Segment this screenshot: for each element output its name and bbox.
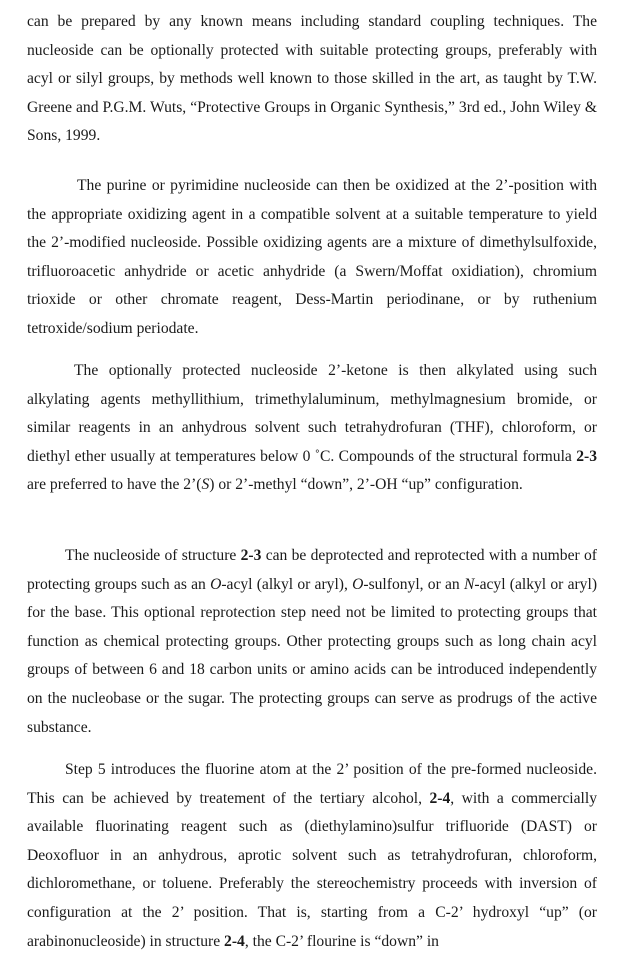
italic-o: O <box>210 575 222 593</box>
compound-ref-2-3: 2-3 <box>240 547 262 564</box>
paragraph-2 <box>27 172 597 344</box>
paragraph-1-text: can be prepared by any known means including standard coupling techniques. The nucleoside can be optionally protected with suitable protecting groups, preferably with acyl or silyl groups, by methods well known to those skilled in the art, as taught by T.W. Greene and P.G.M. Wuts, “Protective Groups in Organic Synthesis,” 3rd ed., John Wiley & Sons, 1999. <box>27 13 597 145</box>
compound-ref-2-4: 2-4 <box>224 932 245 950</box>
paragraph-5-text-b: , with a commercially available fluorinating reagent such as (diethylamino)sulfur trifluoride (DAST) or Deoxofluor in an anhydrous, aprotic solvent such as tetrahydrofuran, chloroform, dichloromethane, or toluene. Preferably the stereochemistry proceeds with inversion of configuration at the 2’ position. That is, starting from a C-2’ hydroxyl “up” (or arabinonucleoside) in structure <box>27 789 597 950</box>
paragraph-3 <box>27 357 597 500</box>
stereo-descriptor-s: S <box>201 476 210 494</box>
paragraph-4-text-e: -acyl (alkyl or aryl) for the base. This optional reprotection step need not be limited to protecting groups that function as chemical protecting groups. Other protecting groups such as long chain acyl groups of between 6 and 18 carbon units or amino acids can be introduced independently on the nucleobase or the sugar. The protecting groups can serve as prodrugs of the active substance. <box>27 575 598 736</box>
paragraph-3-text-a: The optionally protected nucleoside 2’-ketone is then alkylated using such alkylating agents methyllithium, trimethylaluminum, methylmagnesium bromide, or similar reagents in an anhydrous solvent such tetrahydrofuran (THF), chloroform, or diethyl ether usually at temperatures below 0 ˚C. Compounds of the structural formula <box>27 362 597 465</box>
italic-n: N <box>463 575 475 593</box>
paragraph-5 <box>27 756 597 956</box>
italic-o: O <box>352 575 364 593</box>
paragraph-4-text-d: -sulfonyl, or an <box>363 575 464 593</box>
paragraph-4-text-c: -acyl (alkyl or aryl), <box>221 575 353 593</box>
paragraph-5-text-c: , the C-2’ flourine is “down” in <box>244 932 439 950</box>
paragraph-4 <box>27 542 597 742</box>
compound-ref-2-4: 2-4 <box>429 789 451 807</box>
paragraph-2-text: The purine or pyrimidine nucleoside can then be oxidized at the 2’-position with the appropriate oxidizing agent in a compatible solvent at a suitable temperature to yield the 2’-modified nucleoside. Possible oxidizing agents are a mixture of dimethylsulfoxide, trifluoroacetic anhydride or acetic anhydride (a Swern/Moffat oxidiation), chromium trioxide or other chromate reagent, Dess-Martin periodinane, or by ruthenium tetroxide/sodium periodate. <box>27 177 597 337</box>
paragraph-3-text-b: are preferred to have the 2’( <box>27 476 202 494</box>
paragraph-3-text-c: ) or 2’-methyl “down”, 2’-OH “up” configuration. <box>209 476 523 494</box>
paragraph-5-text-a: Step 5 introduces the fluorine atom at the 2’ position of the pre-formed nucleoside. This can be achieved by treatement of the tertiary alcohol, <box>27 761 597 807</box>
paragraph-1 <box>27 8 597 151</box>
paragraph-4-text-a: The nucleoside of structure <box>65 547 241 564</box>
paragraph-4-text-b: can be deprotected and reprotected with a number of protecting groups such as an <box>27 547 597 593</box>
compound-ref-2-3: 2-3 <box>576 447 597 465</box>
